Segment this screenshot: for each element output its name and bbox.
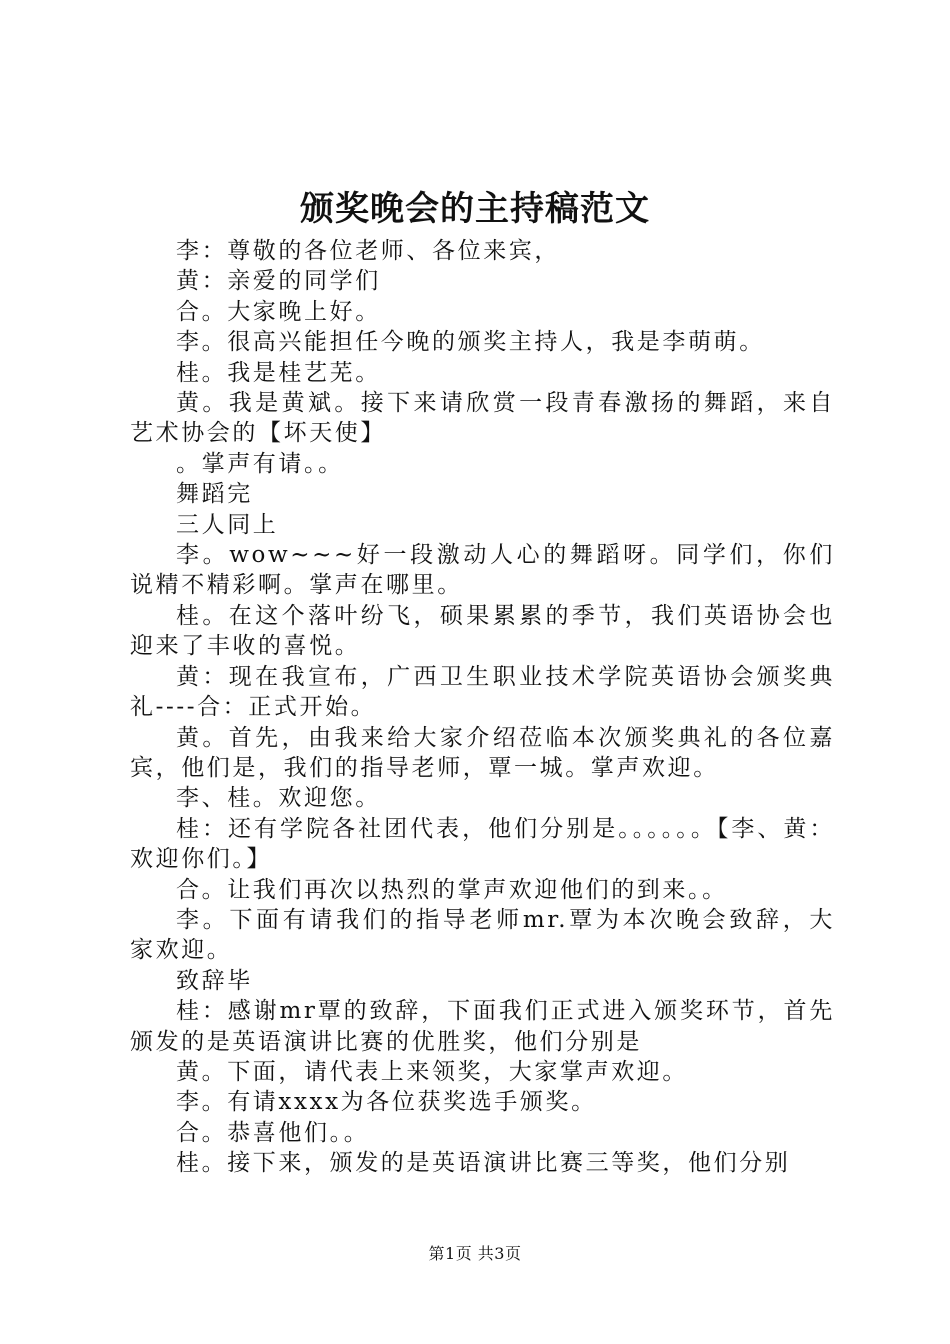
paragraph: 舞蹈完 — [176, 481, 253, 508]
page-number-footer: 第1页 共3页 — [428, 1244, 522, 1263]
paragraph: 黄：亲爱的同学们 — [176, 268, 381, 295]
paragraph: 合。恭喜他们。。 — [176, 1119, 370, 1146]
paragraph: 桂：还有学院各社团代表，他们分别是。。。。。。【李、黄：欢迎你们。】 — [130, 815, 835, 873]
paragraph: 桂：感谢mr覃的致辞，下面我们正式进入颁奖环节，首先颁发的是英语演讲比赛的优胜奖，他们分别是 — [130, 998, 835, 1055]
paragraph: 桂。接下来，颁发的是英语演讲比赛三等奖，他们分别 — [176, 1150, 791, 1177]
paragraph: 黄。下面，请代表上来领奖，大家掌声欢迎。 — [176, 1058, 688, 1085]
paragraph: 李。wow~~~好一段激动人心的舞蹈呀。同学们，你们说精不精彩啊。掌声在哪里。 — [130, 542, 835, 599]
paragraph: 黄。首先，由我来给大家介绍莅临本次颁奖典礼的各位嘉宾，他们是，我们的指导老师，覃一城。掌声欢迎。 — [130, 724, 835, 781]
document-body — [130, 236, 835, 1179]
paragraph: 。掌声有请。。 — [176, 450, 344, 477]
paragraph: 李。很高兴能担任今晚的颁奖主持人，我是李萌萌。 — [176, 329, 765, 356]
paragraph: 李。下面有请我们的指导老师mr.覃为本次晚会致辞，大家欢迎。 — [130, 906, 835, 964]
paragraph: 致辞毕 — [176, 967, 253, 994]
paragraph: 李：尊敬的各位老师、各位来宾， — [176, 238, 560, 264]
paragraph: 黄。我是黄斌。接下来请欣赏一段青春激扬的舞蹈，来自艺术协会的【坏天使】 — [130, 390, 835, 447]
paragraph: 三人同上 — [176, 511, 279, 538]
paragraph: 桂。我是桂艺芜。 — [176, 359, 381, 386]
paragraph: 黄：现在我宣布，广西卫生职业技术学院英语协会颁奖典礼----合：正式开始。 — [130, 663, 835, 721]
paragraph: 合。大家晚上好。 — [176, 298, 381, 325]
paragraph: 桂。在这个落叶纷飞，硕果累累的季节，我们英语协会也迎来了丰收的喜悦。 — [130, 602, 835, 660]
document-title: 颁奖晚会的主持稿范文 — [300, 189, 650, 229]
paragraph: 李、桂。欢迎您。 — [176, 785, 381, 812]
paragraph: 合。让我们再次以热烈的掌声欢迎他们的到来。。 — [176, 876, 728, 903]
paragraph: 李。有请xxxx为各位获奖选手颁奖。 — [176, 1089, 597, 1116]
